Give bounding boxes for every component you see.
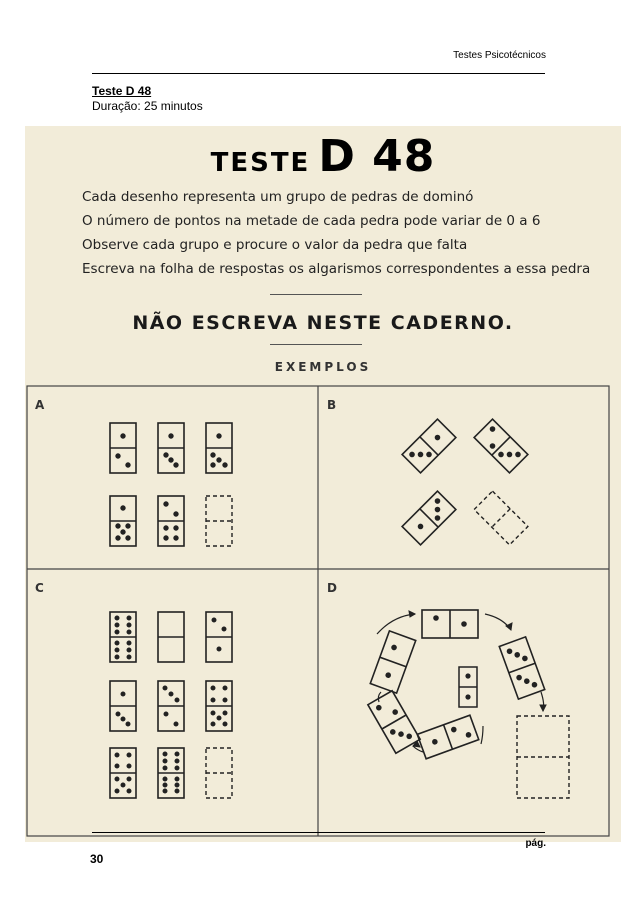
instruction-4: Escreva na folha de respostas os algarismos correspondentes a essa pedra xyxy=(82,261,591,277)
instruction-2: O número de pontos na metade de cada pedra pode variar de 0 a 6 xyxy=(82,213,541,229)
scanned-test-page xyxy=(25,126,621,842)
instruction-3: Observe cada grupo e procure o valor da pedra que falta xyxy=(82,237,468,253)
footer-rule xyxy=(92,832,545,833)
doc-title: Teste D 48 xyxy=(92,84,152,98)
examples-grid xyxy=(25,126,621,842)
header-rule xyxy=(92,73,545,74)
page-number: 30 xyxy=(90,852,104,866)
header-label: Testes Psicotécnicos xyxy=(453,50,546,61)
panel-label-c: C xyxy=(35,581,44,595)
panel-label-d: D xyxy=(327,581,337,595)
doc-duration: Duração: 25 minutos xyxy=(92,99,203,113)
scan-title-code: D 48 xyxy=(318,131,436,182)
domino-group-b xyxy=(402,419,528,545)
page-label: pág. xyxy=(525,838,546,849)
panel-label-a: A xyxy=(35,398,45,412)
instruction-1: Cada desenho representa um grupo de pedras de dominó xyxy=(82,189,474,205)
domino-group-d xyxy=(368,610,569,798)
domino-group-a xyxy=(110,423,232,546)
examples-heading: EXEMPLOS xyxy=(274,360,372,374)
warning-text: NÃO ESCREVA NESTE CADERNO. xyxy=(132,312,514,334)
scan-title-word: TESTE xyxy=(210,148,311,178)
panel-label-b: B xyxy=(327,398,337,412)
domino-group-c xyxy=(110,612,232,798)
